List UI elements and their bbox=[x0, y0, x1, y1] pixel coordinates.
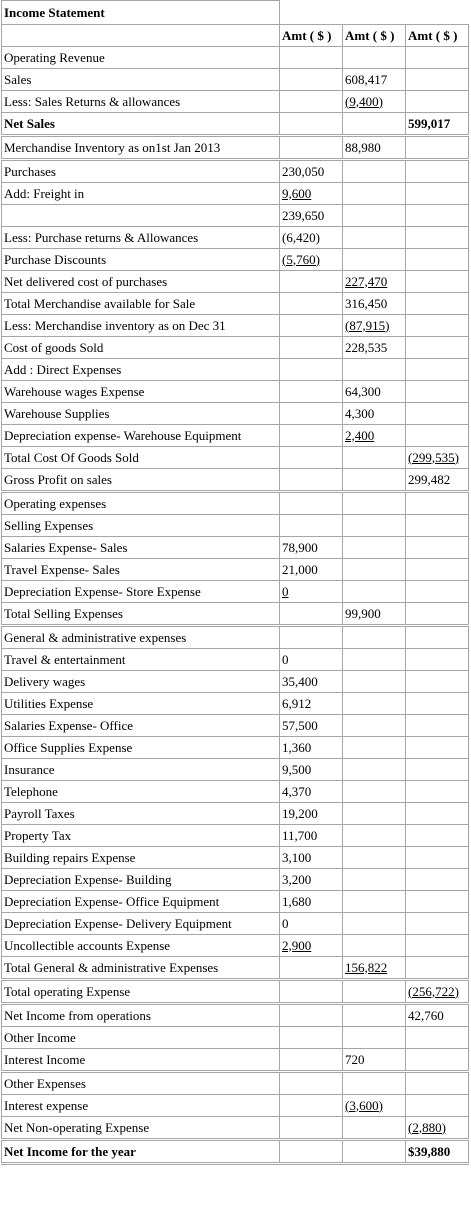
row-label: Delivery wages bbox=[2, 671, 280, 693]
amount-col-3: (256,722) bbox=[406, 980, 469, 1004]
amount-col-1 bbox=[280, 91, 343, 113]
row-label: Warehouse Supplies bbox=[2, 403, 280, 425]
row-label: Net Income from operations bbox=[2, 1004, 280, 1027]
row-label: Payroll Taxes bbox=[2, 803, 280, 825]
amount-col-3 bbox=[406, 1049, 469, 1072]
amount-col-3 bbox=[406, 249, 469, 271]
amount-col-1 bbox=[280, 1049, 343, 1072]
table-row bbox=[2, 425, 469, 447]
row-label: Other Expenses bbox=[2, 1072, 280, 1095]
row-label: Warehouse wages Expense bbox=[2, 381, 280, 403]
row-label: Telephone bbox=[2, 781, 280, 803]
header-row bbox=[2, 25, 469, 47]
amount-col-2 bbox=[343, 492, 406, 515]
row-label: Selling Expenses bbox=[2, 515, 280, 537]
amount-col-2 bbox=[343, 447, 406, 469]
table-row bbox=[2, 869, 469, 891]
amount-col-3 bbox=[406, 537, 469, 559]
row-label: Office Supplies Expense bbox=[2, 737, 280, 759]
table-row bbox=[2, 1027, 469, 1049]
income-statement-table bbox=[1, 0, 469, 1165]
amount-col-3 bbox=[406, 47, 469, 69]
table-row bbox=[2, 271, 469, 293]
amount-col-1: 21,000 bbox=[280, 559, 343, 581]
row-label: Purchase Discounts bbox=[2, 249, 280, 271]
amount-col-2 bbox=[343, 469, 406, 492]
amount-col-1 bbox=[280, 957, 343, 980]
amount-col-1 bbox=[280, 47, 343, 69]
amount-col-1: 3,100 bbox=[280, 847, 343, 869]
amount-col-2 bbox=[343, 891, 406, 913]
row-label: Gross Profit on sales bbox=[2, 469, 280, 492]
amount-col-2 bbox=[343, 671, 406, 693]
table-row bbox=[2, 515, 469, 537]
header-amt-2: Amt ( $ ) bbox=[343, 25, 406, 47]
amount-col-2 bbox=[343, 205, 406, 227]
row-label: Net Non-operating Expense bbox=[2, 1117, 280, 1140]
amount-col-2 bbox=[343, 249, 406, 271]
table-row bbox=[2, 603, 469, 626]
amount-col-3 bbox=[406, 359, 469, 381]
table-row bbox=[2, 403, 469, 425]
amount-col-1 bbox=[280, 1140, 343, 1164]
amount-col-3 bbox=[406, 869, 469, 891]
row-label: Depreciation Expense- Store Expense bbox=[2, 581, 280, 603]
table-row bbox=[2, 359, 469, 381]
amount-col-3 bbox=[406, 515, 469, 537]
amount-col-1: 1,680 bbox=[280, 891, 343, 913]
table-row bbox=[2, 957, 469, 980]
amount-col-3 bbox=[406, 581, 469, 603]
amount-col-2: (9,400) bbox=[343, 91, 406, 113]
row-label: Purchases bbox=[2, 160, 280, 183]
amount-col-3 bbox=[406, 759, 469, 781]
amount-col-1 bbox=[280, 1117, 343, 1140]
row-label: Less: Sales Returns & allowances bbox=[2, 91, 280, 113]
amount-col-2 bbox=[343, 869, 406, 891]
amount-col-1: 0 bbox=[280, 581, 343, 603]
row-label: Interest expense bbox=[2, 1095, 280, 1117]
amount-col-1 bbox=[280, 1004, 343, 1027]
table-row bbox=[2, 649, 469, 671]
row-label: Add: Freight in bbox=[2, 183, 280, 205]
table-row bbox=[2, 847, 469, 869]
amount-col-2: 2,400 bbox=[343, 425, 406, 447]
table-row bbox=[2, 113, 469, 136]
row-label: Total Cost Of Goods Sold bbox=[2, 447, 280, 469]
table-row bbox=[2, 737, 469, 759]
row-label: Operating expenses bbox=[2, 492, 280, 515]
row-label: Travel Expense- Sales bbox=[2, 559, 280, 581]
table-row bbox=[2, 1095, 469, 1117]
amount-col-2 bbox=[343, 847, 406, 869]
amount-col-3: 42,760 bbox=[406, 1004, 469, 1027]
amount-col-1: 35,400 bbox=[280, 671, 343, 693]
amount-col-1 bbox=[280, 469, 343, 492]
table-row bbox=[2, 559, 469, 581]
amount-col-2 bbox=[343, 515, 406, 537]
table-row bbox=[2, 160, 469, 183]
amount-col-2: 64,300 bbox=[343, 381, 406, 403]
amount-col-3 bbox=[406, 693, 469, 715]
amount-col-3 bbox=[406, 337, 469, 359]
amount-col-3: (2,880) bbox=[406, 1117, 469, 1140]
amount-col-1 bbox=[280, 136, 343, 160]
amount-col-1 bbox=[280, 603, 343, 626]
table-row bbox=[2, 337, 469, 359]
table-row bbox=[2, 1117, 469, 1140]
amount-col-3 bbox=[406, 715, 469, 737]
amount-col-2 bbox=[343, 715, 406, 737]
amount-col-1: 0 bbox=[280, 913, 343, 935]
table-row bbox=[2, 249, 469, 271]
amount-col-3 bbox=[406, 91, 469, 113]
amount-col-3: 599,017 bbox=[406, 113, 469, 136]
amount-col-2 bbox=[343, 913, 406, 935]
amount-col-1 bbox=[280, 425, 343, 447]
row-label: Property Tax bbox=[2, 825, 280, 847]
table-row bbox=[2, 781, 469, 803]
header-amt-1: Amt ( $ ) bbox=[280, 25, 343, 47]
table-row bbox=[2, 935, 469, 957]
table-row bbox=[2, 1049, 469, 1072]
amount-col-3 bbox=[406, 671, 469, 693]
title-row bbox=[2, 1, 469, 25]
row-label bbox=[2, 205, 280, 227]
table-row bbox=[2, 803, 469, 825]
amount-col-2 bbox=[343, 781, 406, 803]
amount-col-1 bbox=[280, 69, 343, 91]
amount-col-1: 3,200 bbox=[280, 869, 343, 891]
row-label: Operating Revenue bbox=[2, 47, 280, 69]
header-amt-3: Amt ( $ ) bbox=[406, 25, 469, 47]
amount-col-1: 19,200 bbox=[280, 803, 343, 825]
row-label: Net delivered cost of purchases bbox=[2, 271, 280, 293]
amount-col-1 bbox=[280, 626, 343, 649]
amount-col-2 bbox=[343, 693, 406, 715]
amount-col-3 bbox=[406, 737, 469, 759]
amount-col-2 bbox=[343, 803, 406, 825]
amount-col-1: 230,050 bbox=[280, 160, 343, 183]
row-label: Uncollectible accounts Expense bbox=[2, 935, 280, 957]
row-label: Net Income for the year bbox=[2, 1140, 280, 1164]
table-row bbox=[2, 1140, 469, 1164]
amount-col-1 bbox=[280, 315, 343, 337]
row-label: Other Income bbox=[2, 1027, 280, 1049]
amount-col-3 bbox=[406, 136, 469, 160]
amount-col-3 bbox=[406, 425, 469, 447]
table-row bbox=[2, 183, 469, 205]
row-label: Building repairs Expense bbox=[2, 847, 280, 869]
amount-col-2 bbox=[343, 359, 406, 381]
row-label: Travel & entertainment bbox=[2, 649, 280, 671]
statement-title: Income Statement bbox=[2, 1, 280, 25]
row-label: Salaries Expense- Office bbox=[2, 715, 280, 737]
amount-col-2 bbox=[343, 183, 406, 205]
table-row bbox=[2, 91, 469, 113]
table-row bbox=[2, 293, 469, 315]
amount-col-3 bbox=[406, 913, 469, 935]
table-row bbox=[2, 537, 469, 559]
table-row bbox=[2, 47, 469, 69]
amount-col-1 bbox=[280, 271, 343, 293]
amount-col-1 bbox=[280, 1027, 343, 1049]
row-label: Sales bbox=[2, 69, 280, 91]
amount-col-3 bbox=[406, 69, 469, 91]
amount-col-3 bbox=[406, 603, 469, 626]
title-blank bbox=[280, 1, 469, 25]
amount-col-3 bbox=[406, 803, 469, 825]
amount-col-3 bbox=[406, 271, 469, 293]
amount-col-1: 78,900 bbox=[280, 537, 343, 559]
row-label: Insurance bbox=[2, 759, 280, 781]
amount-col-3 bbox=[406, 559, 469, 581]
row-label: Depreciation Expense- Delivery Equipment bbox=[2, 913, 280, 935]
row-label: Total General & administrative Expenses bbox=[2, 957, 280, 980]
row-label: Utilities Expense bbox=[2, 693, 280, 715]
amount-col-1: 9,500 bbox=[280, 759, 343, 781]
amount-col-2 bbox=[343, 559, 406, 581]
table-row bbox=[2, 69, 469, 91]
table-row bbox=[2, 715, 469, 737]
amount-col-3 bbox=[406, 381, 469, 403]
amount-col-2 bbox=[343, 626, 406, 649]
amount-col-2 bbox=[343, 1140, 406, 1164]
amount-col-3 bbox=[406, 847, 469, 869]
amount-col-1: 11,700 bbox=[280, 825, 343, 847]
amount-col-2: 608,417 bbox=[343, 69, 406, 91]
row-label: Add : Direct Expenses bbox=[2, 359, 280, 381]
amount-col-3 bbox=[406, 1072, 469, 1095]
amount-col-3 bbox=[406, 183, 469, 205]
amount-col-2: 4,300 bbox=[343, 403, 406, 425]
amount-col-2 bbox=[343, 825, 406, 847]
amount-col-1: 9,600 bbox=[280, 183, 343, 205]
table-row bbox=[2, 581, 469, 603]
amount-col-2: 99,900 bbox=[343, 603, 406, 626]
table-row bbox=[2, 205, 469, 227]
row-label: Merchandise Inventory as on1st Jan 2013 bbox=[2, 136, 280, 160]
amount-col-1: 0 bbox=[280, 649, 343, 671]
amount-col-3: 299,482 bbox=[406, 469, 469, 492]
row-label: Less: Merchandise inventory as on Dec 31 bbox=[2, 315, 280, 337]
amount-col-2 bbox=[343, 980, 406, 1004]
amount-col-1 bbox=[280, 293, 343, 315]
amount-col-3 bbox=[406, 649, 469, 671]
amount-col-2: (3,600) bbox=[343, 1095, 406, 1117]
amount-col-3 bbox=[406, 891, 469, 913]
table-row bbox=[2, 891, 469, 913]
amount-col-2 bbox=[343, 537, 406, 559]
amount-col-2 bbox=[343, 47, 406, 69]
amount-col-1 bbox=[280, 337, 343, 359]
table-row bbox=[2, 227, 469, 249]
amount-col-1 bbox=[280, 403, 343, 425]
amount-col-2: 316,450 bbox=[343, 293, 406, 315]
amount-col-2 bbox=[343, 935, 406, 957]
amount-col-3 bbox=[406, 781, 469, 803]
row-label: Total Selling Expenses bbox=[2, 603, 280, 626]
amount-col-3 bbox=[406, 825, 469, 847]
amount-col-2 bbox=[343, 113, 406, 136]
header-label-cell bbox=[2, 25, 280, 47]
row-label: Salaries Expense- Sales bbox=[2, 537, 280, 559]
amount-col-1: 1,360 bbox=[280, 737, 343, 759]
amount-col-3 bbox=[406, 1027, 469, 1049]
amount-col-3 bbox=[406, 626, 469, 649]
amount-col-1: 57,500 bbox=[280, 715, 343, 737]
row-label: Depreciation Expense- Office Equipment bbox=[2, 891, 280, 913]
amount-col-2 bbox=[343, 1072, 406, 1095]
amount-col-1 bbox=[280, 515, 343, 537]
amount-col-2: 720 bbox=[343, 1049, 406, 1072]
amount-col-3 bbox=[406, 935, 469, 957]
amount-col-1 bbox=[280, 492, 343, 515]
table-row bbox=[2, 315, 469, 337]
amount-col-3 bbox=[406, 293, 469, 315]
amount-col-2: 228,535 bbox=[343, 337, 406, 359]
amount-col-1 bbox=[280, 1095, 343, 1117]
amount-col-1: (5,760) bbox=[280, 249, 343, 271]
row-label: Net Sales bbox=[2, 113, 280, 136]
table-row bbox=[2, 693, 469, 715]
amount-col-3 bbox=[406, 205, 469, 227]
amount-col-3: $39,880 bbox=[406, 1140, 469, 1164]
amount-col-1: 2,900 bbox=[280, 935, 343, 957]
row-label: General & administrative expenses bbox=[2, 626, 280, 649]
amount-col-3 bbox=[406, 160, 469, 183]
amount-col-2 bbox=[343, 1027, 406, 1049]
amount-col-1 bbox=[280, 359, 343, 381]
amount-col-2 bbox=[343, 227, 406, 249]
table-row bbox=[2, 447, 469, 469]
amount-col-1 bbox=[280, 381, 343, 403]
amount-col-2 bbox=[343, 649, 406, 671]
row-label: Total operating Expense bbox=[2, 980, 280, 1004]
table-row bbox=[2, 913, 469, 935]
amount-col-2 bbox=[343, 581, 406, 603]
amount-col-1: 239,650 bbox=[280, 205, 343, 227]
row-label: Interest Income bbox=[2, 1049, 280, 1072]
amount-col-3 bbox=[406, 315, 469, 337]
amount-col-1 bbox=[280, 980, 343, 1004]
table-row bbox=[2, 136, 469, 160]
table-row bbox=[2, 759, 469, 781]
amount-col-2: 227,470 bbox=[343, 271, 406, 293]
amount-col-1: 6,912 bbox=[280, 693, 343, 715]
table-row bbox=[2, 671, 469, 693]
amount-col-2: 156,822 bbox=[343, 957, 406, 980]
amount-col-3 bbox=[406, 403, 469, 425]
row-label: Total Merchandise available for Sale bbox=[2, 293, 280, 315]
row-label: Cost of goods Sold bbox=[2, 337, 280, 359]
table-row bbox=[2, 626, 469, 649]
amount-col-2 bbox=[343, 160, 406, 183]
table-row bbox=[2, 980, 469, 1004]
row-label: Depreciation Expense- Building bbox=[2, 869, 280, 891]
amount-col-1 bbox=[280, 1072, 343, 1095]
amount-col-1: 4,370 bbox=[280, 781, 343, 803]
row-label: Depreciation expense- Warehouse Equipment bbox=[2, 425, 280, 447]
row-label: Less: Purchase returns & Allowances bbox=[2, 227, 280, 249]
amount-col-1 bbox=[280, 447, 343, 469]
table-row bbox=[2, 469, 469, 492]
amount-col-2 bbox=[343, 1117, 406, 1140]
table-row bbox=[2, 381, 469, 403]
table-row bbox=[2, 1004, 469, 1027]
amount-col-2: 88,980 bbox=[343, 136, 406, 160]
table-row bbox=[2, 1072, 469, 1095]
amount-col-2: (87,915) bbox=[343, 315, 406, 337]
amount-col-3 bbox=[406, 957, 469, 980]
amount-col-3 bbox=[406, 1095, 469, 1117]
amount-col-3: (299,535) bbox=[406, 447, 469, 469]
amount-col-1 bbox=[280, 113, 343, 136]
amount-col-3 bbox=[406, 227, 469, 249]
amount-col-2 bbox=[343, 759, 406, 781]
amount-col-1: (6,420) bbox=[280, 227, 343, 249]
amount-col-3 bbox=[406, 492, 469, 515]
table-row bbox=[2, 492, 469, 515]
amount-col-2 bbox=[343, 1004, 406, 1027]
table-row bbox=[2, 825, 469, 847]
amount-col-2 bbox=[343, 737, 406, 759]
